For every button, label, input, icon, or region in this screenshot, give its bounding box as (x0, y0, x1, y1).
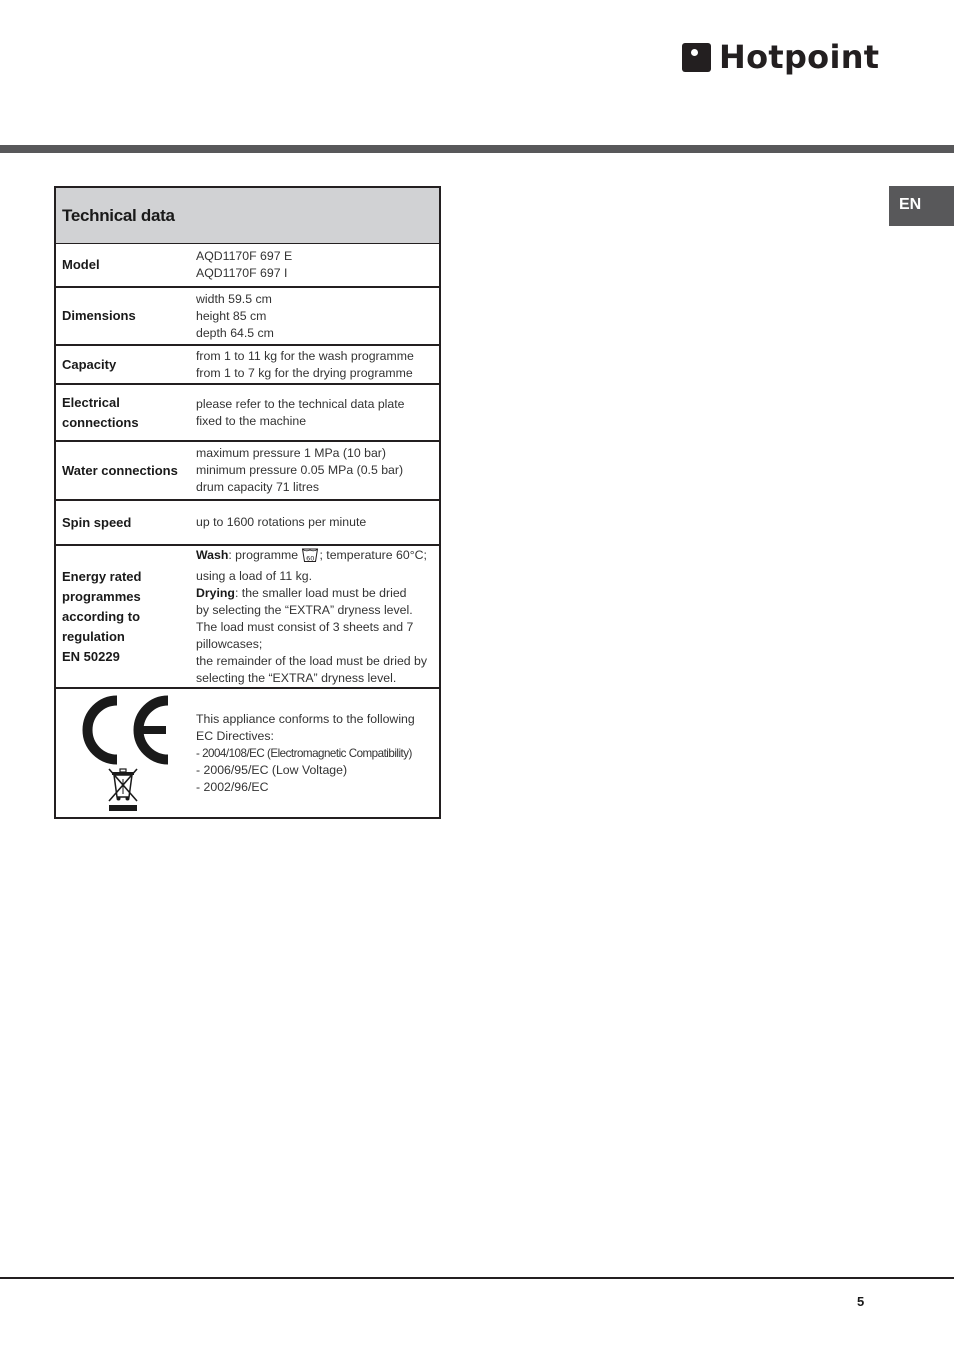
water-label: Water connections (62, 462, 178, 478)
hotpoint-logo-icon (682, 43, 711, 72)
dimension-line: width 59.5 cm (196, 291, 272, 306)
compliance-line: - 2006/95/EC (Low Voltage) (196, 762, 348, 777)
language-code: EN (899, 196, 922, 213)
page-number: 5 (857, 1294, 865, 1309)
compliance-text (190, 689, 439, 817)
capacity-label: Capacity (62, 356, 117, 372)
dimensions-label: Dimensions (62, 308, 136, 323)
wash-line (196, 546, 439, 568)
energy-label (56, 546, 190, 687)
hotpoint-logo (682, 38, 879, 76)
row-compliance (56, 689, 439, 817)
technical-data-table (54, 186, 441, 819)
model-line: AQD1170F 697 E (196, 249, 293, 263)
ce-mark-icon (76, 695, 172, 765)
electrical-line: fixed to the machine (196, 413, 307, 428)
weee-crossed-bin-icon (106, 767, 140, 813)
header-divider (0, 145, 954, 153)
energy-line: pillowcases; (196, 637, 263, 651)
wash-label: Wash (196, 548, 229, 562)
electrical-label (56, 385, 190, 440)
footer-divider (0, 1277, 954, 1279)
energy-line: selecting the “EXTRA” dryness level. (196, 671, 397, 685)
energy-line: by selecting the “EXTRA” dryness level. (196, 603, 413, 617)
spin-speed-value (190, 501, 439, 544)
electrical-label-line: Electrical (62, 394, 120, 410)
model-line: AQD1170F 697 I (196, 266, 288, 280)
capacity-line: from 1 to 7 kg for the drying programme (196, 365, 413, 380)
energy-label-line: EN 50229 (62, 648, 120, 664)
drying-label: Drying (196, 586, 235, 600)
electrical-line: please refer to the technical data plate (196, 396, 405, 411)
capacity-value (190, 346, 439, 383)
language-tab (889, 186, 954, 226)
model-value (190, 244, 439, 286)
energy-label-line: regulation (62, 628, 125, 644)
compliance-line: - 2002/96/EC (196, 779, 269, 794)
row-electrical (56, 385, 439, 442)
energy-line: the remainder of the load must be dried by (196, 654, 428, 668)
row-model (56, 244, 439, 288)
compliance-line: This appliance conforms to the following (196, 711, 415, 726)
energy-label-line: according to (62, 608, 141, 624)
model-label: Model (62, 257, 100, 272)
row-spin-speed (56, 501, 439, 546)
electrical-label-line: connections (62, 414, 139, 430)
row-energy (56, 546, 439, 689)
wash-text: : programme (228, 548, 302, 562)
dimensions-value (190, 288, 439, 344)
water-line: minimum pressure 0.05 MPa (0.5 bar) (196, 463, 404, 477)
dimension-line: height 85 cm (196, 308, 267, 323)
energy-value (190, 546, 439, 687)
compliance-line: EC Directives: (196, 728, 274, 743)
programme-icon (301, 546, 319, 568)
drying-text: : the smaller load must be dried (234, 586, 407, 600)
water-line: maximum pressure 1 MPa (10 bar) (196, 446, 386, 460)
table-title: Technical data (56, 188, 439, 244)
water-value (190, 442, 439, 499)
capacity-line: from 1 to 11 kg for the wash programme (196, 348, 414, 363)
row-dimensions (56, 288, 439, 346)
compliance-line: - 2004/108/EC (Electromagnetic Compatibility) (196, 746, 412, 760)
brand-name: Hotpoint (719, 38, 880, 76)
row-capacity (56, 346, 439, 385)
dimension-line: depth 64.5 cm (196, 325, 274, 340)
spin-speed-line: up to 1600 rotations per minute (196, 515, 367, 529)
energy-label-line: programmes (62, 588, 141, 604)
drying-line (196, 585, 439, 602)
row-water (56, 442, 439, 501)
compliance-icons (56, 689, 190, 817)
wash-text: ; temperature 60°C; (319, 548, 427, 562)
energy-label-line: Energy rated (62, 568, 142, 584)
water-line: drum capacity 71 litres (196, 480, 320, 494)
energy-line: The load must consist of 3 sheets and 7 (196, 620, 414, 634)
electrical-value (190, 385, 439, 440)
spin-speed-label: Spin speed (62, 514, 132, 530)
programme-icon-label: 60 (306, 554, 315, 563)
wash-line: using a load of 11 kg. (196, 569, 312, 583)
